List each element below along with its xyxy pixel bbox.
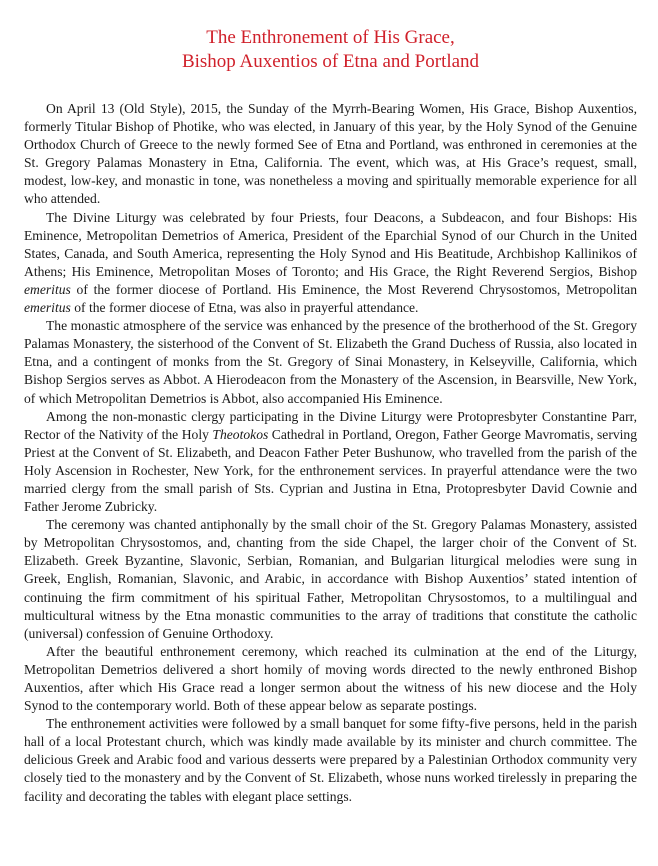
article-body — [24, 100, 637, 806]
article-title-line-2: Bishop Auxentios of Etna and Portland — [181, 51, 480, 72]
paragraph-text: The Divine Liturgy was celebrated by four Priests, four Deacons, a Subdeacon, and four Bishops: His Eminence, Metropolitan Demetrios of America, President of the Eparchial Synod of our Church in the United States, Canada, and South America, representing the Holy Synod and His Beatitude, Archbishop Kallinikos of Athens; His Eminence, Metropolitan Moses of Toronto; and His Grace, the Right Reverend Sergios, Bishop — [24, 209, 637, 279]
article-paragraph — [24, 408, 637, 517]
article-title-line-1: The Enthronement of His Grace, — [206, 27, 455, 48]
article-paragraph — [24, 100, 637, 209]
article-title — [24, 26, 637, 74]
paragraph-text: Cathedral in Portland, Oregon, Father George Mavromatis, serving Priest at the Convent of St. Elizabeth, and Deacon Father Peter Bushunow, who travelled from the parish of the Holy Ascension in Rochester, New York, for the enthronement services. In prayerful attendance were the two married clergy from the small parish of Sts. Cyprian and Justina in Etna, Protopresbyter David Cownie and Father Jerome Zubricky. — [24, 426, 638, 515]
paragraph-text: The ceremony was chanted antiphonally by the small choir of the St. Gregory Palamas Monastery, assisted by Metropolitan Chrysostomos, and, chanting from the side Chapel, the larger choir of the Convent of St. Elizabeth. Greek Byzantine, Slavonic, Serbian, Romanian, and Bulgarian liturgical melodies were sung in Greek, English, Romanian, Slavonic, and Arabic, in accordance with Bishop Auxentios’ stated intention of continuing the firm commitment of his spiritual Father, Metropolitan Chrysostomos, to a multilingual and multicultural witness by the Etna monastic communities to the array of traditions that constitute the catholic (universal) confession of Genuine Orthodoxy. — [24, 517, 637, 641]
italic-text: emeritus — [24, 281, 71, 297]
paragraph-text: of the former diocese of Portland. His Eminence, the Most Reverend Chrysostomos, Metropolitan — [70, 281, 637, 297]
italic-text: Theotokos — [212, 426, 269, 442]
paragraph-text: of the former diocese of Etna, was also in prayerful attendance. — [70, 300, 419, 316]
paragraph-text: Among the non-monastic clergy participating in the Divine Liturgy were Protopresbyter Constantine Parr, Rector of the Nativity of the Holy — [24, 408, 637, 442]
article-paragraph — [24, 209, 637, 318]
article-paragraph — [24, 317, 637, 407]
paragraph-text: On April 13 (Old Style), 2015, the Sunday of the Myrrh-Bearing Women, His Grace, Bishop Auxentios, formerly Titular Bishop of Photike, who was elected, in January of this year, by the Holy Synod of the Genuine Orthodox Church of Greece to the newly formed See of Etna and Portland, was enthroned in ceremonies at the St. Gregory Palamas Monastery in Etna, California. The event, which was, at His Grace’s request, small, modest, low-key, and monastic in tone, was nonetheless a moving and spiritually memorable experience for all who attended. — [24, 101, 637, 207]
document-page — [24, 26, 637, 806]
italic-text: emeritus — [24, 300, 71, 316]
article-paragraph — [24, 643, 637, 715]
article-paragraph — [24, 516, 637, 643]
article-paragraph — [24, 715, 637, 805]
paragraph-text: The monastic atmosphere of the service was enhanced by the presence of the brotherhood of the St. Gregory Palamas Monastery, the sisterhood of the Convent of St. Elizabeth the Grand Duchess of Russia, also located in Etna, and a contingent of monks from the St. Gregory of Sinai Monastery, in Kelseyville, California, which Bishop Sergios serves as Abbot. A Hierodeacon from the Monastery of the Ascension, in Bearsville, New York, of which Metropolitan Demetrios is Abbot, also accompanied His Eminence. — [24, 318, 637, 406]
paragraph-text: After the beautiful enthronement ceremony, which reached its culmination at the end of the Liturgy, Metropolitan Demetrios delivered a short homily of moving words directed to the newly enthroned Bishop Auxentios, after which His Grace read a longer sermon about the witness of his new diocese and the Holy Synod to the contemporary world. Both of these appear below as separate postings. — [24, 643, 637, 714]
paragraph-text: The enthronement activities were followed by a small banquet for some fifty-five persons, held in the parish hall of a local Protestant church, which was kindly made available by its minister and church committee. The delicious Greek and Arabic food and various desserts were prepared by a Palestinian Orthodox community very closely tied to the monastery and by the Convent of St. Elizabeth, whose nuns worked tirelessly in preparing the facility and decorating the tables with elegant place settings. — [24, 716, 637, 804]
